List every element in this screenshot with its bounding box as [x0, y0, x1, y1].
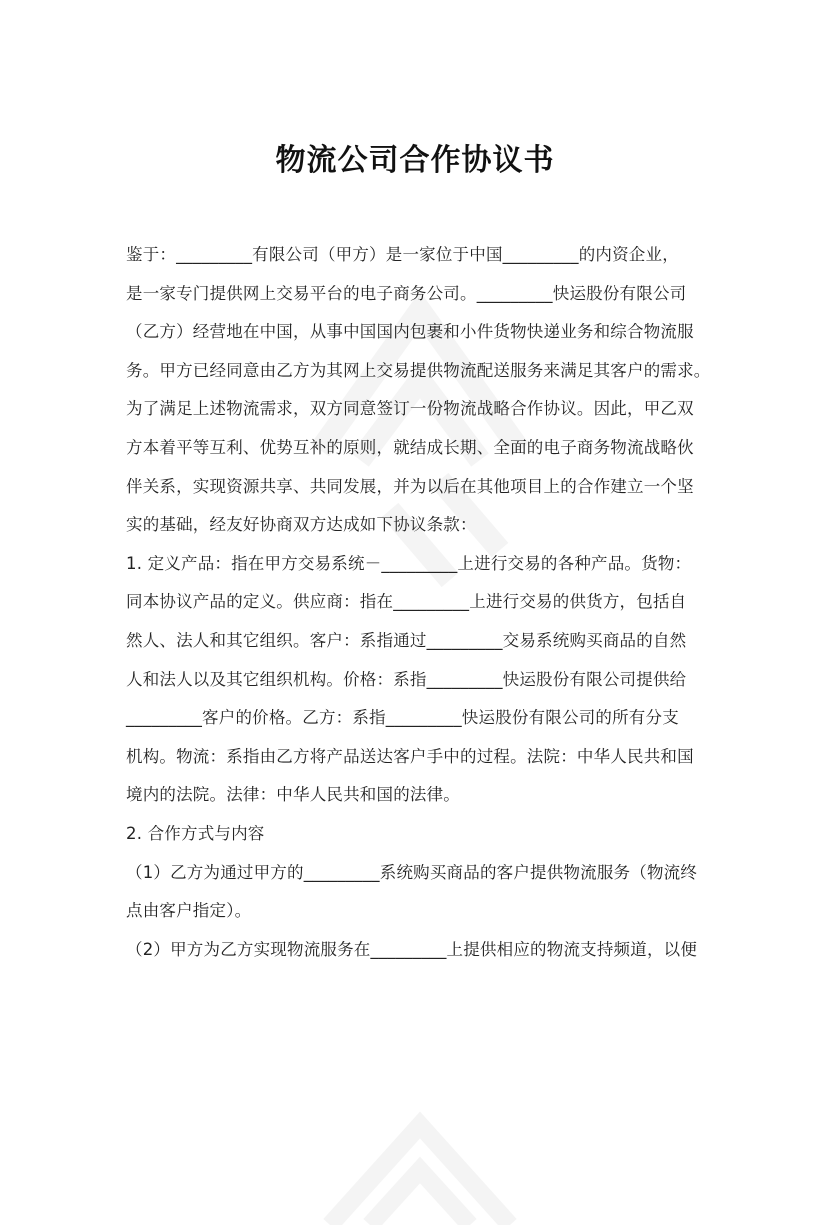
- clause-1-line: 然人、法人和其它组织。客户：系指通过_________交易系统购买商品的自然: [126, 630, 687, 650]
- clause-2-item-1: （1）乙方为通过甲方的_________系统购买商品的客户提供物流服务（物流终: [126, 862, 698, 882]
- body-line: 方本着平等互利、优势互补的原则，就结成长期、全面的电子商务物流战略伙: [126, 437, 694, 457]
- body-line: 伴关系，实现资源共享、共同发展，并为以后在其他项目上的合作建立一个坚: [126, 476, 694, 496]
- clause-1-line: _________客户的价格。乙方：系指_________快运股份有限公司的所有分支: [126, 708, 679, 728]
- clause-1-line: 1. 定义产品：指在甲方交易系统－_________上进行交易的各种产品。货物：: [126, 553, 692, 573]
- clause-2-heading: 2. 合作方式与内容: [126, 823, 265, 843]
- body-line: 鉴于：_________有限公司（甲方）是一家位于中国_________的内资企业，: [126, 245, 679, 264]
- body-line: 务。甲方已经同意由乙方为其网上交易提供物流配送服务来满足其客户的需求。: [126, 360, 711, 380]
- watermark-logo-icon: [320, 1105, 520, 1225]
- document-title: 物流公司合作协议书: [275, 143, 555, 179]
- clause-2-item-1: 点由客户指定）。: [126, 901, 252, 921]
- clause-1-line: 同本协议产品的定义。供应商：指在_________上进行交易的供货方，包括自: [126, 592, 687, 612]
- body-line: （乙方）经营地在中国，从事中国国内包裹和小件货物快递业务和综合物流服: [126, 322, 694, 342]
- body-line: 是一家专门提供网上交易平台的电子商务公司。_________快运股份有限公司: [126, 283, 687, 303]
- body-line: 实的基础，经友好协商双方达成如下协议条款：: [126, 515, 477, 535]
- clause-1-line: 机构。物流：系指由乙方将产品送达客户手中的过程。法院：中华人民共和国: [126, 746, 694, 766]
- clause-1-line: 境内的法院。法律：中华人民共和国的法律。: [126, 785, 460, 805]
- body-line: 为了满足上述物流需求，双方同意签订一份物流战略合作协议。因此，甲乙双: [126, 399, 694, 419]
- document-body: [126, 240, 711, 973]
- clause-1-line: 人和法人以及其它组织机构。价格：系指_________快运股份有限公司提供给: [126, 669, 687, 689]
- clause-2-item-2: （2）甲方为乙方实现物流服务在_________上提供相应的物流支持频道，以便: [126, 939, 698, 959]
